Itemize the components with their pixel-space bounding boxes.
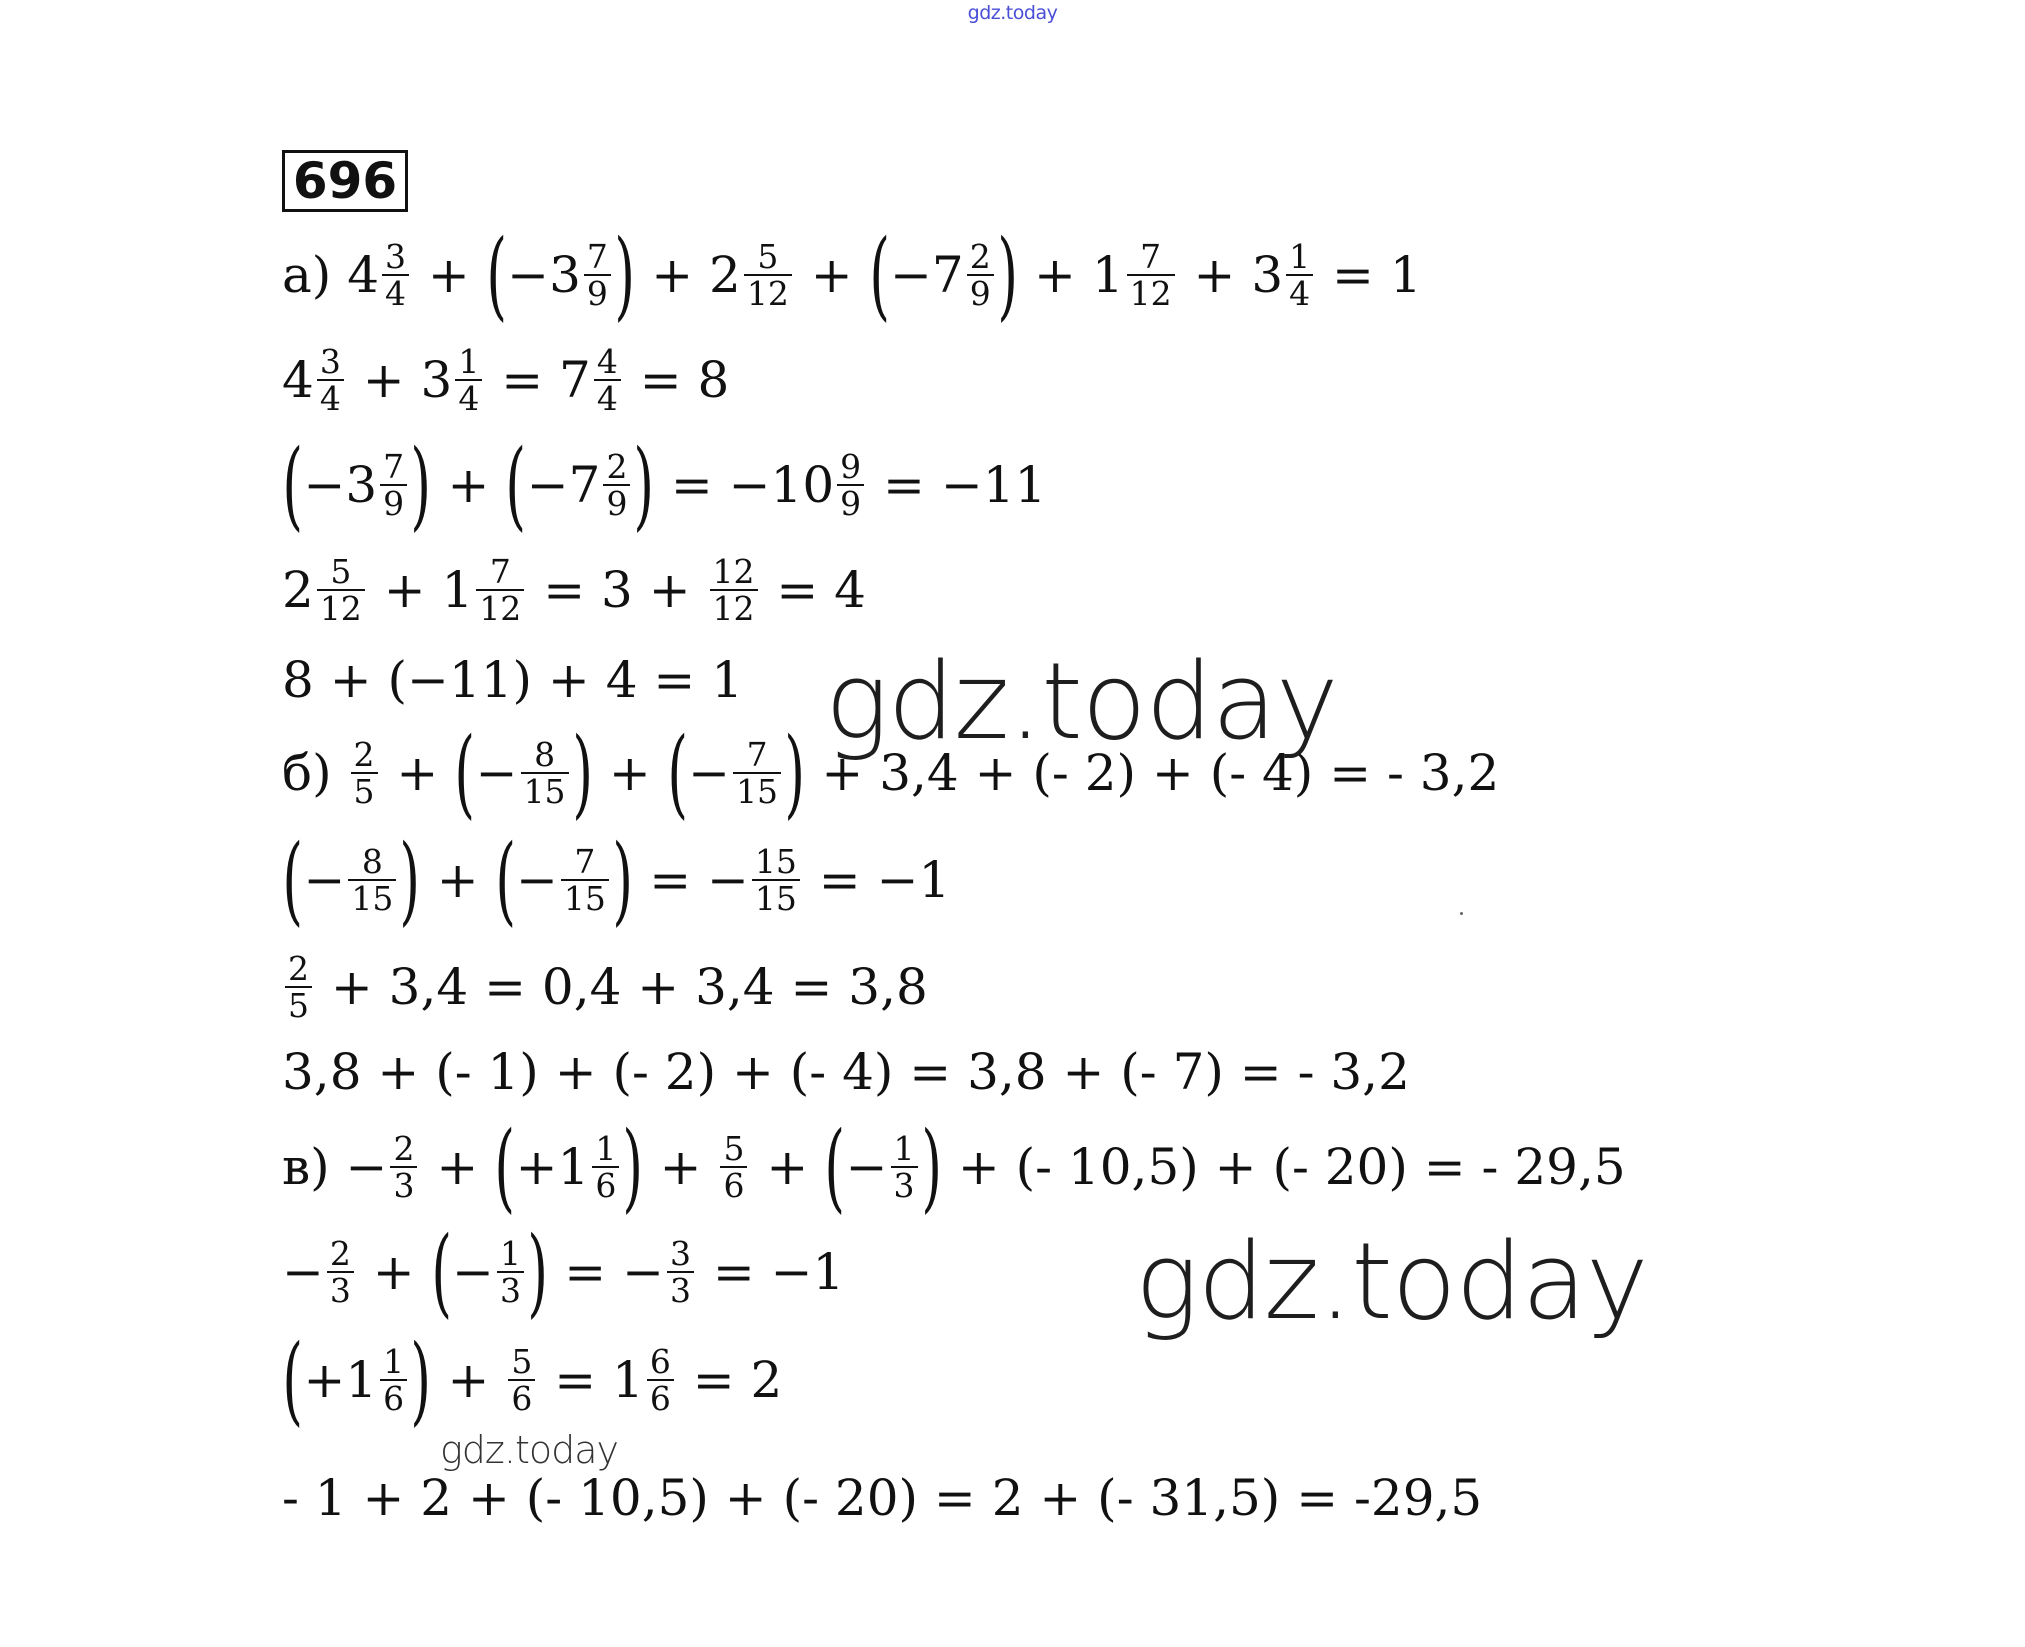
fraction	[455, 341, 482, 418]
math-text: −	[688, 744, 731, 802]
math-text: + 3,4 + (- 2) + (- 4) = - 3,2	[805, 744, 1500, 802]
fraction-denominator: 9	[967, 274, 994, 311]
fraction-numerator: 5	[511, 1341, 533, 1381]
math-text: +	[380, 744, 455, 802]
fraction-numerator: 15	[754, 841, 797, 881]
big-paren: (	[282, 428, 304, 541]
line-v-task	[282, 1110, 1626, 1223]
math-text: = −	[633, 851, 749, 909]
big-paren: (	[494, 1110, 516, 1223]
math-text: = 3 +	[527, 561, 707, 619]
math-text: а) 4	[282, 246, 380, 304]
fraction-denominator: 12	[476, 589, 524, 626]
fraction-numerator: 2	[329, 1233, 351, 1273]
fraction-numerator: 7	[746, 734, 768, 774]
math-text: +	[643, 1138, 718, 1196]
math-text: −3	[303, 456, 378, 514]
big-paren: (	[494, 823, 516, 936]
math-text: +	[356, 1243, 431, 1301]
math-text: + 2	[635, 246, 741, 304]
fraction-numerator: 7	[586, 236, 608, 276]
big-paren: (	[667, 716, 688, 829]
math-text: = −11	[867, 456, 1047, 514]
math-text: −7	[526, 456, 601, 514]
fraction-numerator: 1	[458, 341, 480, 381]
fraction-denominator: 12	[710, 589, 758, 626]
fraction-numerator: 1	[595, 1128, 617, 1168]
line-v-step2	[282, 1323, 783, 1436]
watermark-small: gdz.today	[440, 1428, 618, 1472]
fraction-denominator: 6	[592, 1166, 619, 1203]
math-text: −	[515, 851, 558, 909]
fraction	[380, 446, 407, 523]
math-text: −7	[889, 246, 964, 304]
fraction-denominator: 4	[594, 379, 621, 416]
fraction-numerator: 5	[330, 551, 352, 591]
fraction	[327, 1233, 354, 1310]
fraction	[733, 734, 781, 811]
math-text: +	[431, 456, 506, 514]
fraction-denominator: 15	[348, 879, 396, 916]
big-paren: )	[527, 1215, 548, 1328]
big-paren: )	[633, 428, 655, 541]
fraction	[285, 948, 312, 1025]
fraction-numerator: 2	[288, 948, 309, 988]
big-paren: (	[282, 823, 304, 936]
big-paren: (	[486, 218, 507, 331]
fraction-denominator: 15	[733, 772, 781, 809]
fraction-denominator: 5	[285, 986, 312, 1023]
fraction-numerator: 2	[353, 734, 375, 774]
fraction-denominator: 15	[521, 772, 569, 809]
fraction	[521, 734, 569, 811]
fraction-denominator: 3	[891, 1166, 918, 1203]
fraction	[594, 341, 621, 418]
fraction	[752, 841, 800, 918]
math-text: 3,8 + (- 1) + (- 2) + (- 4) = 3,8 + (- 7) = - 3,2	[282, 1043, 1410, 1101]
fraction-numerator: 4	[596, 341, 618, 381]
problem-number: 696	[282, 150, 408, 212]
fraction-numerator: 8	[361, 841, 383, 881]
fraction	[744, 236, 792, 313]
fraction-denominator: 4	[1286, 274, 1313, 311]
fraction-denominator: 3	[497, 1271, 524, 1308]
fraction-numerator: 2	[606, 446, 628, 486]
big-paren: )	[612, 823, 633, 936]
fraction-numerator: 5	[723, 1128, 745, 1168]
fraction	[891, 1128, 918, 1205]
fraction-numerator: 7	[383, 446, 405, 486]
fraction-numerator: 3	[319, 341, 341, 381]
watermark-center: gdz.today	[825, 640, 1338, 763]
speck	[1460, 912, 1463, 915]
math-text: −	[452, 1243, 494, 1301]
fraction-denominator: 9	[837, 484, 864, 521]
fraction	[348, 841, 396, 918]
math-text: + (- 10,5) + (- 20) = - 29,5	[941, 1138, 1626, 1196]
math-text: = 4	[760, 561, 866, 619]
fraction	[497, 1233, 524, 1310]
math-text: = −	[548, 1243, 664, 1301]
fraction-numerator: 1	[1289, 236, 1311, 276]
big-paren: (	[454, 716, 476, 829]
fraction	[592, 1128, 619, 1205]
fraction-numerator: 1	[893, 1128, 915, 1168]
math-text: +	[431, 1351, 506, 1409]
math-text: = −1	[696, 1243, 845, 1301]
fraction-numerator: 5	[757, 236, 779, 276]
fraction-denominator: 4	[455, 379, 482, 416]
math-text: +1	[303, 1351, 378, 1409]
fraction-denominator: 9	[380, 484, 407, 521]
fraction	[967, 236, 994, 313]
fraction-numerator: 2	[969, 236, 991, 276]
math-text: +1	[515, 1138, 590, 1196]
fraction-numerator: 7	[489, 551, 511, 591]
line-v-step1	[282, 1215, 845, 1328]
big-paren: )	[622, 1110, 644, 1223]
math-text: + 3,4 = 0,4 + 3,4 = 3,8	[315, 958, 928, 1016]
big-paren: )	[997, 218, 1018, 331]
top-watermark: gdz.today	[967, 2, 1058, 24]
math-text: в) −	[282, 1138, 388, 1196]
big-paren: )	[571, 716, 593, 829]
math-text: 4	[282, 351, 314, 409]
line-a-task	[282, 218, 1422, 331]
math-text: - 1 + 2 + (- 10,5) + (- 20) = 2 + (- 31,5) = -29,5	[282, 1469, 1483, 1527]
fraction-denominator: 15	[752, 879, 800, 916]
big-paren: (	[282, 1323, 304, 1436]
fraction	[837, 446, 864, 523]
math-text: 8 + (−11) + 4 = 1	[282, 651, 744, 709]
fraction	[1286, 236, 1313, 313]
math-text: +	[412, 246, 486, 304]
line-a-step1	[282, 330, 729, 430]
fraction	[603, 446, 630, 523]
math-text: −	[475, 744, 518, 802]
math-text: −	[845, 1138, 888, 1196]
fraction	[710, 551, 758, 628]
big-paren: )	[399, 823, 421, 936]
math-text: + 1	[367, 561, 474, 619]
big-paren: )	[784, 716, 806, 829]
fraction	[561, 841, 609, 918]
fraction-denominator: 12	[1127, 274, 1175, 311]
math-text: = 2	[676, 1351, 783, 1409]
math-text: = −10	[654, 456, 835, 514]
fraction-numerator: 7	[1140, 236, 1162, 276]
fraction	[647, 1341, 674, 1418]
fraction-denominator: 3	[327, 1271, 354, 1308]
fraction	[476, 551, 524, 628]
fraction-numerator: 8	[534, 734, 556, 774]
fraction	[380, 1341, 407, 1418]
fraction-denominator: 4	[317, 379, 344, 416]
math-text: −3	[507, 246, 581, 304]
fraction	[667, 1233, 694, 1310]
math-text: −	[282, 1243, 324, 1301]
fraction-denominator: 5	[351, 772, 378, 809]
big-paren: (	[868, 218, 890, 331]
fraction-denominator: 9	[584, 274, 611, 311]
fraction-numerator: 2	[393, 1128, 415, 1168]
fraction-denominator: 6	[380, 1379, 407, 1416]
math-text: +	[593, 744, 667, 802]
fraction-denominator: 9	[603, 484, 630, 521]
fraction-denominator: 12	[744, 274, 792, 311]
math-text: +	[420, 1138, 495, 1196]
fraction-numerator: 7	[574, 841, 596, 881]
fraction-numerator: 3	[385, 236, 407, 276]
math-text: 2	[282, 561, 314, 619]
big-paren: )	[410, 428, 432, 541]
line-b-step1	[282, 823, 951, 936]
fraction-denominator: 6	[647, 1379, 674, 1416]
fraction	[1127, 236, 1175, 313]
math-text: + 3	[346, 351, 453, 409]
fraction-numerator: 1	[499, 1233, 521, 1273]
big-paren: )	[920, 1110, 942, 1223]
fraction	[382, 236, 409, 313]
math-text: + 1	[1018, 246, 1124, 304]
math-text: +	[420, 851, 495, 909]
math-text: = 7	[485, 351, 591, 409]
big-paren: (	[505, 428, 527, 541]
math-text: = 1	[538, 1351, 644, 1409]
fraction	[317, 341, 344, 418]
fraction-denominator: 15	[561, 879, 609, 916]
fraction-denominator: 12	[317, 589, 365, 626]
fraction-denominator: 6	[508, 1379, 535, 1416]
fraction-denominator: 4	[382, 274, 409, 311]
fraction-denominator: 6	[720, 1166, 747, 1203]
big-paren: (	[431, 1215, 452, 1328]
fraction-numerator: 9	[840, 446, 862, 486]
line-a-result	[282, 630, 743, 730]
fraction-numerator: 6	[649, 1341, 671, 1381]
math-text: б)	[282, 744, 348, 802]
fraction-numerator: 3	[669, 1233, 691, 1273]
fraction	[720, 1128, 747, 1205]
fraction-numerator: 1	[383, 1341, 405, 1381]
math-text: = 8	[623, 351, 730, 409]
math-text: −	[303, 851, 346, 909]
fraction	[508, 1341, 535, 1418]
math-text: +	[794, 246, 869, 304]
line-a-step2	[282, 428, 1047, 541]
fraction-denominator: 3	[667, 1271, 694, 1308]
fraction	[351, 734, 378, 811]
math-text: +	[750, 1138, 825, 1196]
math-text: + 3	[1177, 246, 1284, 304]
big-paren: )	[614, 218, 635, 331]
fraction-denominator: 3	[390, 1166, 417, 1203]
math-text: = −1	[802, 851, 951, 909]
line-b-result	[282, 1022, 1410, 1122]
line-a-step3	[282, 540, 866, 640]
math-text: = 1	[1316, 246, 1422, 304]
fraction-numerator: 12	[712, 551, 755, 591]
watermark-right: gdz.today	[1135, 1220, 1648, 1343]
big-paren: )	[410, 1323, 432, 1436]
fraction	[390, 1128, 417, 1205]
big-paren: (	[824, 1110, 846, 1223]
fraction	[317, 551, 365, 628]
fraction	[584, 236, 611, 313]
